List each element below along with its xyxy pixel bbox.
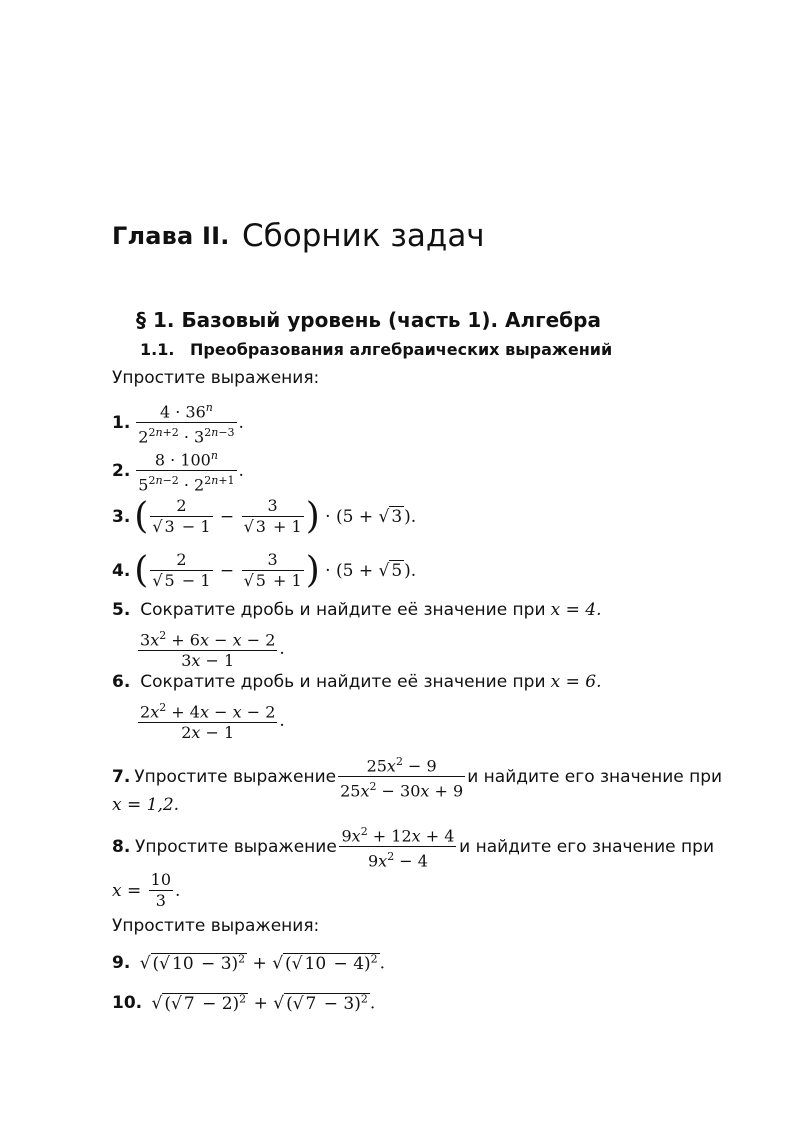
- problem-text: Сократите дробь и найдите её значение при: [140, 600, 546, 620]
- problem-8-condition: x = $\frac{10}{3}$ .: [112, 870, 181, 910]
- problem-text: и найдите его значение при: [467, 766, 723, 787]
- problem-number: 3.: [112, 506, 131, 527]
- problem-5-expression: $\frac{3x^2 + 6x - x - 2}{3x - 1}$ .: [136, 626, 285, 671]
- problem-text: Сократите дробь и найдите её значение при: [140, 672, 546, 692]
- problem-8: [112, 822, 714, 872]
- math-fraction: $\frac{3}{√ 3 + 1}$: [243, 496, 302, 536]
- math-fraction: $\frac{8 \cdot 100^n}{5^{2n-2} \cdot 2^{2n+1}}$: [138, 449, 235, 495]
- intro-text: Упростите выражения:: [112, 916, 320, 936]
- problem-text: Упростите выражение: [135, 836, 337, 857]
- math-fraction: $\frac{2x^2 + 4x - x - 2}{2x - 1}$: [140, 701, 276, 743]
- problem-number: 2.: [112, 460, 131, 481]
- subsection-number: 1.1.: [140, 340, 175, 359]
- problem-number: 10.: [112, 992, 143, 1013]
- problem-number: 9.: [112, 952, 131, 973]
- problem-number: 4.: [112, 560, 131, 581]
- math-fraction: $\frac{4 \cdot 36^n}{2^{2n+2} \cdot 3^{2n-3}}$: [138, 401, 235, 447]
- problem-3: 3. ( $\frac{2}{√ 3 - 1}$ − $\frac{3}{√ 3 + 1}$ ) · (5 + √ 3 ).: [112, 495, 417, 537]
- problem-1: 1. $\frac{4 \cdot 36^n}{2^{2n+2} \cdot 3^{2n-3}}$ .: [112, 398, 244, 448]
- math-fraction: $\frac{2}{√ 5 - 1}$: [152, 550, 211, 590]
- subsection-title: Преобразования алгебраических выражений: [190, 340, 613, 359]
- problem-5: [112, 600, 601, 620]
- problem-condition: x = 1,2.: [112, 795, 180, 815]
- problem-10: 10. √ (√ 7 − 2)$^2$ + √ (√ 7 − 3)$^2$ .: [112, 992, 376, 1014]
- problem-9: 9. √ (√ 10 − 3)$^2$ + √ (√ 10 − 4)$^2$ .: [112, 952, 386, 974]
- problem-6-expression: $\frac{2x^2 + 4x - x - 2}{2x - 1}$ .: [136, 698, 285, 743]
- math-fraction: $\frac{2}{√ 3 - 1}$: [152, 496, 211, 536]
- intro-text: Упростите выражения:: [112, 368, 320, 388]
- math-fraction: $\frac{25x^2 - 9}{25x^2 - 30x + 9}$: [340, 755, 464, 801]
- problem-2: 2. $\frac{8 \cdot 100^n}{5^{2n-2} \cdot 2^{2n+1}}$ .: [112, 446, 244, 496]
- problem-text: и найдите его значение при: [459, 836, 714, 857]
- chapter-title: Сборник задач: [242, 218, 485, 254]
- section-title: § 1. Базовый уровень (часть 1). Алгебра: [136, 308, 601, 332]
- problem-6: [112, 672, 601, 692]
- chapter-label: Глава II.: [112, 222, 230, 250]
- problem-number: 8.: [112, 836, 131, 857]
- problem-text: Упростите выражение: [134, 766, 337, 787]
- problem-condition: x = 6.: [550, 672, 602, 692]
- problem-4: 4. ( $\frac{2}{√ 5 - 1}$ − $\frac{3}{√ 5 + 1}$ ) · (5 + √ 5 ).: [112, 549, 417, 591]
- problem-condition: x = 4.: [550, 600, 602, 620]
- problem-number: 6.: [112, 672, 137, 692]
- math-fraction: $\frac{3}{√ 5 + 1}$: [243, 550, 302, 590]
- problem-7: [112, 752, 723, 802]
- math-fraction: $\frac{3x^2 + 6x - x - 2}{3x - 1}$: [140, 629, 276, 671]
- math-fraction: $\frac{10}{3}$: [150, 870, 172, 910]
- problem-number: 5.: [112, 600, 137, 620]
- math-fraction: $\frac{9x^2 + 12x + 4}{9x^2 - 4}$: [341, 825, 455, 871]
- problem-number: 7.: [112, 766, 131, 787]
- problem-number: 1.: [112, 412, 131, 433]
